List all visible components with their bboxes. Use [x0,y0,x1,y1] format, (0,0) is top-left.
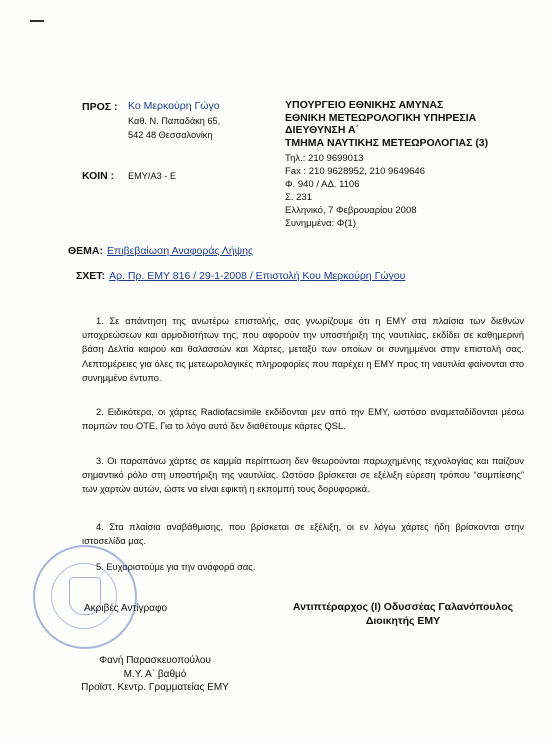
paragraph-1: 1. Σε απάντηση της ανωτέρω επιστολής, σας γνωρίζουμε ότι η ΕΜΥ στα πλαίσια των διεθνών υποχρεώσεων και αρμοδιοτήτων της, που αφορούν την υποστήριξη της ναυτιλίας, εκδίδει σε καθημερινή βάση Δελτία καιρού και θαλασσών και Χάρτες, μεταξύ των οποίων οι συνημμένοι στην επιστολή σας. Λεπτομέρειες για όλες τις μετεωρολογικές πληροφορίες που παρέχει η ΕΜΥ προς τη ναυτιλία φαίνονται στο συνημμένο έντυπο. [82,316,524,383]
reference-line [76,270,405,282]
subject-label: ΘΕΜΑ: [68,245,103,257]
paragraph-2: 2. Ειδικότερα, οι χάρτες Radiofacsimile εκδίδονται μεν από την ΕΜΥ, ωστόσο αναμεταδίδονται μέσω πομπών του ΟΤΕ. Για το λόγο αυτό δεν διαθέτουμε κάρτες QSL. [82,407,524,432]
subject-value: Επιβεβαίωση Αναφοράς Λήψης [107,245,254,257]
recipient-address-line1: Καθ. Ν. Παπαδάκη 65, [128,116,221,126]
letter-date: Ελληνικό, 7 Φεβρουαρίου 2008 [285,205,417,216]
sender-service: ΕΘΝΙΚΗ ΜΕΤΕΩΡΟΛΟΓΙΚΗ ΥΠΗΡΕΣΙΑ [285,111,477,124]
signatory-left [55,654,255,695]
commander-title: Διοικητής ΕΜΥ [365,615,441,627]
recipient-block [128,99,220,142]
certified-copy-note: Ακριβές Αντίγραφο [84,603,168,614]
sender-fax: Fax : 210 9628952, 210 9649646 [285,166,425,177]
sender-directorate: ΔΙΕΥΘΥΝΣΗ Α΄ [285,124,360,136]
to-label: ΠΡΟΣ : [82,101,118,113]
file-reference: Φ. 940 / ΑΔ. 1106 [285,179,360,190]
cc-value: ΕΜΥ/Α3 - Ε [128,171,176,181]
reference-label: ΣΧΕΤ: [76,270,106,282]
recipient-address-line2: 542 48 Θεσσαλονίκη [128,130,213,140]
paragraph-5: 5. Ευχαριστούμε για την αναφορά σας. [96,562,256,572]
secretary-title: Προϊστ. Κεντρ. Γραμματείας ΕΜΥ [81,682,229,693]
sender-ministry: ΥΠΟΥΡΓΕΙΟ ΕΘΝΙΚΗΣ ΑΜΥΝΑΣ [285,99,444,111]
sender-department: ΤΜΗΜΑ ΝΑΥΤΙΚΗΣ ΜΕΤΕΩΡΟΛΟΓΙΑΣ (3) [285,136,489,149]
sheet-number: Σ. 231 [285,192,313,203]
attachments-line: Συνημμένα: Φ(1) [285,218,356,229]
reference-value: Αρ. Πρ. ΕΜΥ 816 / 29-1-2008 / Επιστολή Κου Μερκούρη Γώγου [109,270,406,282]
paragraph-4: 4. Στα πλαίσια αναβάθμισης, που βρίσκεται σε εξέλιξη, οι εν λόγω χάρτες ήδη βρίσκονται στην ιστοσελίδα μας. [82,522,524,547]
paragraph-3: 3. Οι παραπάνω χάρτες σε καμμία περίπτωση δεν θεωρούνται παρωχημένης τεχνολογίας και παίζουν σημαντικό ρόλο στη υποστήριξη της ναυτιλίας. Ωστόσο βρίσκεται σε εξέλιξη εύρεση τρόπου “συμπίεσης” των χαρτών αυτών, ώστε να είναι εφικτή η εκπομπή τους δορυφορικά. [82,456,524,495]
cc-label: ΚΟΙΝ : [82,170,115,182]
margin-mark [30,20,44,22]
secretary-rank: Μ.Υ. Α΄ βαθμό [123,668,187,680]
signatory-right [268,600,538,628]
sender-block [285,99,535,230]
subject-line [68,245,253,257]
recipient-name: Κο Μερκούρη Γώγο [128,100,220,112]
official-seal [33,545,137,649]
commander-name: Αντιπτέραρχος (Ι) Οδυσσέας Γαλανόπουλος [292,601,514,613]
sender-phone: Τηλ.: 210 9699013 [285,153,364,164]
secretary-name: Φανή Παρασκευοπούλου [99,655,211,666]
